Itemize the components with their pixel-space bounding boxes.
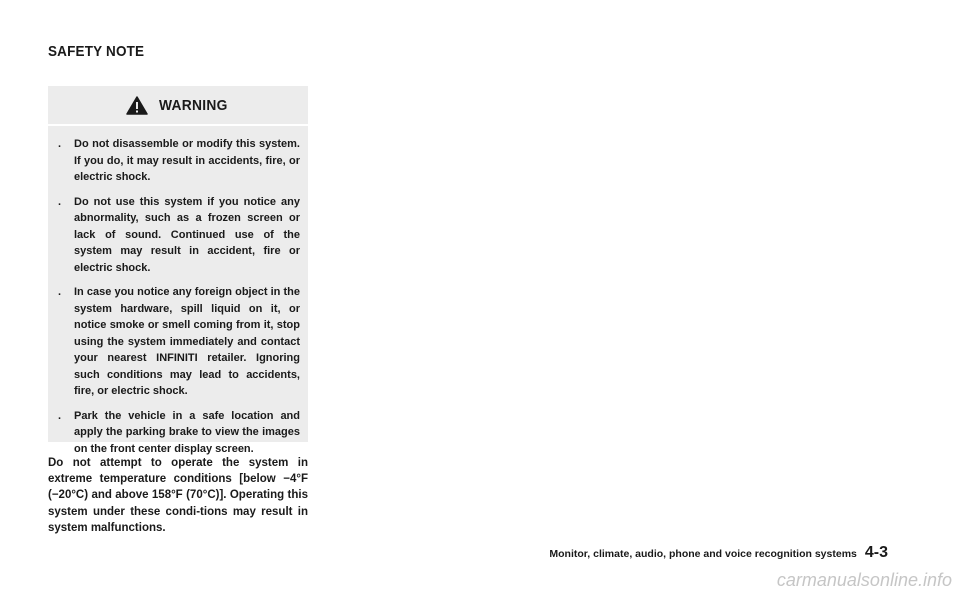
warning-item: [58, 194, 300, 277]
warning-box: [48, 86, 308, 455]
body-paragraph: Do not attempt to operate the system in extreme temperature conditions [below −4°F (−20°C) and above 158°F (70°C)]. Operating this system under these condi-tions may result in system malfunctions.: [48, 457, 308, 534]
warning-item: [58, 136, 300, 186]
warning-title: WARNING: [158, 96, 228, 114]
page-footer: [549, 544, 888, 562]
bullet: .: [58, 138, 62, 150]
warning-list: [58, 136, 300, 465]
warning-item-text: Do not use this system if you notice any abnormality, such as a frozen screen or lack of sound. Continued use of the system may result in accident, fire or electric shock.: [74, 195, 300, 274]
warning-item: [58, 284, 300, 400]
warning-item: [58, 408, 300, 458]
warning-header: [48, 86, 308, 126]
bullet: .: [58, 286, 62, 298]
warning-triangle-icon: [126, 96, 148, 115]
page-number: 4-3: [864, 544, 888, 561]
warning-item-text: In case you notice any foreign object in the system hardware, spill liquid on it, or notice smoke or smell coming from it, stop using the system immediately and contact your nearest INFINITI retailer. Ignoring such conditions may lead to accidents, fire, or electric shock.: [74, 286, 300, 397]
watermark: carmanualsonline.info: [776, 570, 952, 590]
bullet: .: [58, 195, 62, 208]
warning-item-text: Do not disassemble or modify this system. If you do, it may result in accidents, fire, or electric shock.: [74, 138, 300, 183]
warning-item-text: Park the vehicle in a safe location and apply the parking brake to view the images on the front center display screen.: [74, 409, 300, 455]
chapter-title: Monitor, climate, audio, phone and voice recognition systems: [549, 548, 857, 560]
bullet: .: [58, 409, 62, 422]
section-title: SAFETY NOTE: [48, 43, 145, 60]
